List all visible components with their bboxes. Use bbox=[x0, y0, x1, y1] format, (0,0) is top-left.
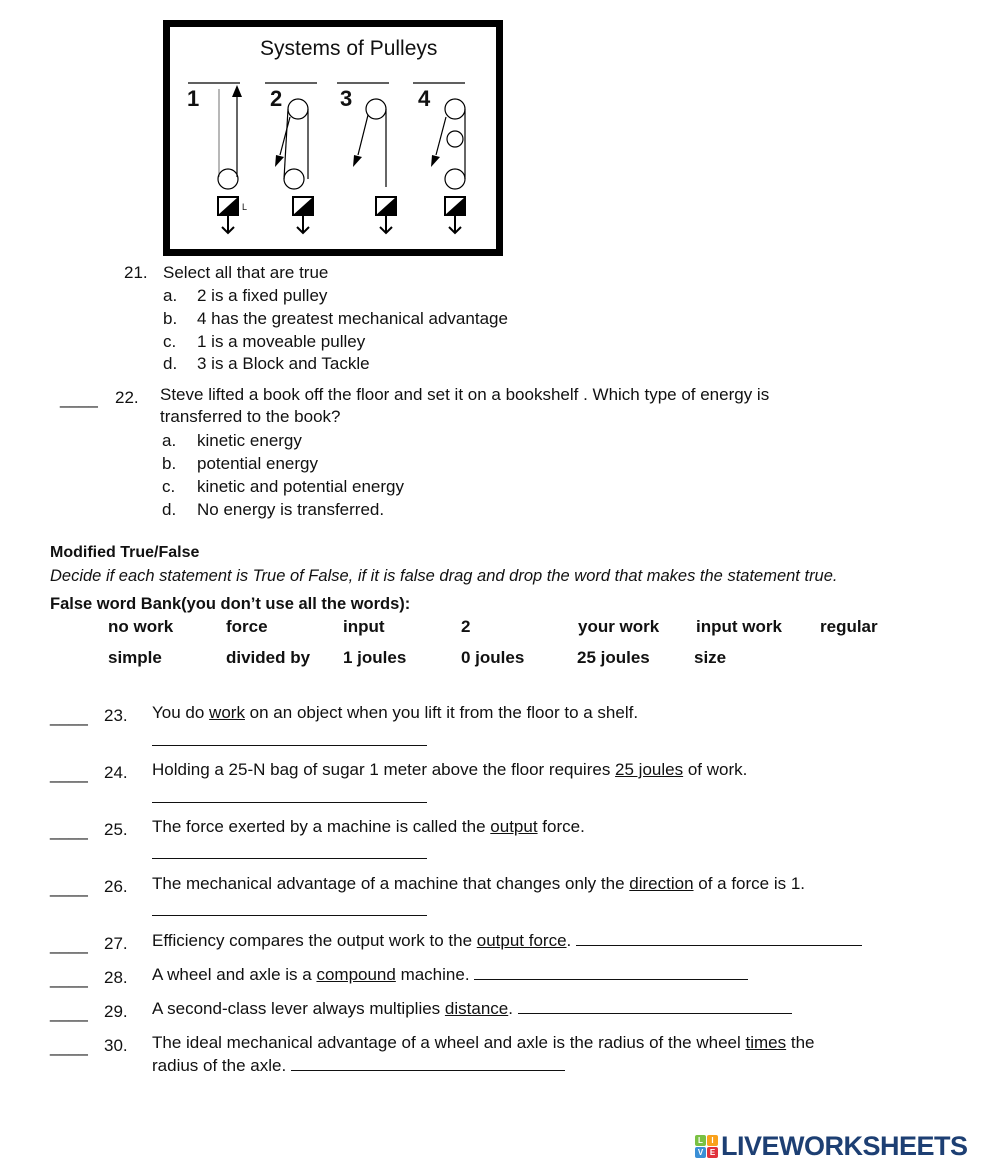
text: of work. bbox=[683, 760, 748, 779]
text: A second-class lever always multiplies bbox=[152, 999, 445, 1018]
answer-blank[interactable]: ____ bbox=[50, 1003, 88, 1022]
q22-option-letter: c. bbox=[162, 477, 176, 496]
word-bank-item[interactable]: divided by bbox=[226, 648, 311, 667]
answer-drop-line[interactable] bbox=[291, 1056, 565, 1071]
statement-number: 26. bbox=[104, 877, 128, 896]
pulley-diagram bbox=[170, 27, 496, 249]
word-bank-item[interactable]: 0 joules bbox=[461, 648, 525, 667]
section-title: Modified True/False bbox=[50, 544, 200, 561]
statement-number: 29. bbox=[104, 1002, 128, 1021]
q21-option-c[interactable]: 1 is a moveable pulley bbox=[197, 332, 366, 351]
statement-text-line2 bbox=[152, 1056, 565, 1076]
word-bank-item[interactable]: input work bbox=[696, 617, 782, 636]
underlined-word: output force bbox=[476, 931, 567, 950]
answer-drop-line[interactable] bbox=[518, 999, 792, 1014]
badge-letter: I bbox=[707, 1135, 718, 1146]
statement-number: 28. bbox=[104, 968, 128, 987]
underlined-word: direction bbox=[629, 874, 694, 893]
pulley-label-3: 3 bbox=[340, 86, 353, 111]
text: . bbox=[566, 931, 576, 950]
text: of a force is 1. bbox=[693, 874, 806, 893]
q21-option-b[interactable]: 4 has the greatest mechanical advantage bbox=[197, 309, 508, 328]
q21-option-letter: d. bbox=[163, 354, 178, 373]
q22-number: 22. bbox=[115, 388, 139, 407]
q22-option-b[interactable]: potential energy bbox=[197, 454, 318, 473]
q21-option-a[interactable]: 2 is a fixed pulley bbox=[197, 286, 328, 305]
answer-drop-line[interactable] bbox=[474, 965, 748, 980]
word-bank-item[interactable]: input bbox=[343, 617, 385, 636]
pulley-systems-figure bbox=[163, 20, 503, 256]
q22-answer-blank[interactable]: ____ bbox=[60, 389, 98, 408]
q21-text: Select all that are true bbox=[163, 263, 329, 282]
underlined-word: 25 joules bbox=[615, 760, 684, 779]
text: You do bbox=[152, 703, 210, 722]
text: The ideal mechanical advantage of a wheel and axle is the radius of the wheel bbox=[152, 1033, 746, 1052]
answer-blank[interactable]: ____ bbox=[50, 969, 88, 988]
underlined-word: output bbox=[490, 817, 538, 836]
text: The mechanical advantage of a machine that changes only the bbox=[152, 874, 630, 893]
underlined-word: work bbox=[209, 703, 245, 722]
q22-option-letter: b. bbox=[162, 454, 177, 473]
q22-option-d[interactable]: No energy is transferred. bbox=[197, 500, 385, 519]
load-label: L bbox=[242, 202, 248, 212]
answer-drop-line[interactable] bbox=[152, 858, 427, 859]
statement-text bbox=[152, 874, 805, 894]
statement-number: 27. bbox=[104, 934, 128, 953]
statement-number: 25. bbox=[104, 820, 128, 839]
word-bank-item[interactable]: regular bbox=[820, 617, 878, 636]
answer-drop-line[interactable] bbox=[152, 802, 427, 803]
liveworksheets-logo bbox=[695, 1131, 968, 1162]
statement-text bbox=[152, 965, 748, 985]
q22-option-letter: a. bbox=[162, 431, 177, 450]
statement-number: 24. bbox=[104, 763, 128, 782]
statement-text bbox=[152, 999, 792, 1019]
word-bank-item[interactable]: 1 joules bbox=[343, 648, 407, 667]
pulley-label-1: 1 bbox=[187, 86, 200, 111]
word-bank-item[interactable]: 25 joules bbox=[577, 648, 650, 667]
answer-drop-line[interactable] bbox=[152, 745, 427, 746]
underlined-word: compound bbox=[316, 965, 396, 984]
text: A wheel and axle is a bbox=[152, 965, 317, 984]
text: on an object when you lift it from the floor to a shelf. bbox=[244, 703, 639, 722]
statement-text bbox=[152, 703, 638, 723]
q22-option-a[interactable]: kinetic energy bbox=[197, 431, 302, 450]
q21-number: 21. bbox=[124, 263, 148, 282]
badge-letter: V bbox=[695, 1147, 706, 1158]
text: radius of the axle. bbox=[152, 1056, 291, 1075]
answer-drop-line[interactable] bbox=[152, 915, 427, 916]
live-badge-icon bbox=[695, 1135, 718, 1158]
statement-text bbox=[152, 1033, 814, 1053]
badge-letter: E bbox=[707, 1147, 718, 1158]
text: . bbox=[508, 999, 518, 1018]
q22-text-line1: Steve lifted a book off the floor and set it on a bookshelf . Which type of energy is bbox=[160, 385, 770, 404]
q21-option-letter: a. bbox=[163, 286, 178, 305]
text: force. bbox=[537, 817, 585, 836]
text: Efficiency compares the output work to the bbox=[152, 931, 477, 950]
answer-blank[interactable]: ____ bbox=[50, 1037, 88, 1056]
text: the bbox=[786, 1033, 815, 1052]
figure-title: Systems of Pulleys bbox=[260, 37, 438, 60]
text: machine. bbox=[395, 965, 475, 984]
statement-text bbox=[152, 931, 862, 951]
badge-letter: L bbox=[695, 1135, 706, 1146]
pulley-label-2: 2 bbox=[270, 86, 283, 111]
word-bank-item[interactable]: simple bbox=[108, 648, 162, 667]
q21-option-letter: c. bbox=[163, 332, 177, 351]
logo-text: LIVEWORKSHEETS bbox=[721, 1131, 968, 1161]
word-bank-item[interactable]: force bbox=[226, 617, 268, 636]
underlined-word: distance bbox=[444, 999, 509, 1018]
q21-option-d[interactable]: 3 is a Block and Tackle bbox=[197, 354, 370, 373]
statement-number: 30. bbox=[104, 1036, 128, 1055]
answer-blank[interactable]: ____ bbox=[50, 707, 88, 726]
q22-option-c[interactable]: kinetic and potential energy bbox=[197, 477, 404, 496]
word-bank-item[interactable]: 2 bbox=[461, 617, 471, 636]
answer-blank[interactable]: ____ bbox=[50, 821, 88, 840]
word-bank-item[interactable]: size bbox=[694, 648, 727, 667]
statement-text bbox=[152, 760, 747, 780]
answer-blank[interactable]: ____ bbox=[50, 878, 88, 897]
word-bank-title: False word Bank(you don’t use all the words): bbox=[50, 595, 411, 613]
answer-drop-line[interactable] bbox=[576, 931, 862, 946]
pulley-label-4: 4 bbox=[418, 86, 431, 111]
q21-option-letter: b. bbox=[163, 309, 178, 328]
text: The force exerted by a machine is called the bbox=[152, 817, 491, 836]
text: Holding a 25-N bag of sugar 1 meter above the floor requires bbox=[152, 760, 616, 779]
underlined-word: times bbox=[745, 1033, 787, 1052]
section-instructions: Decide if each statement is True of False, if it is false drag and drop the word that makes the statement true. bbox=[50, 567, 838, 585]
q22-text-line2: transferred to the book? bbox=[160, 407, 341, 426]
answer-blank[interactable]: ____ bbox=[50, 935, 88, 954]
word-bank-item[interactable]: no work bbox=[108, 617, 174, 636]
statement-text bbox=[152, 817, 585, 837]
answer-blank[interactable]: ____ bbox=[50, 764, 88, 783]
word-bank-item[interactable]: your work bbox=[578, 617, 660, 636]
statement-number: 23. bbox=[104, 706, 128, 725]
q22-option-letter: d. bbox=[162, 500, 177, 519]
